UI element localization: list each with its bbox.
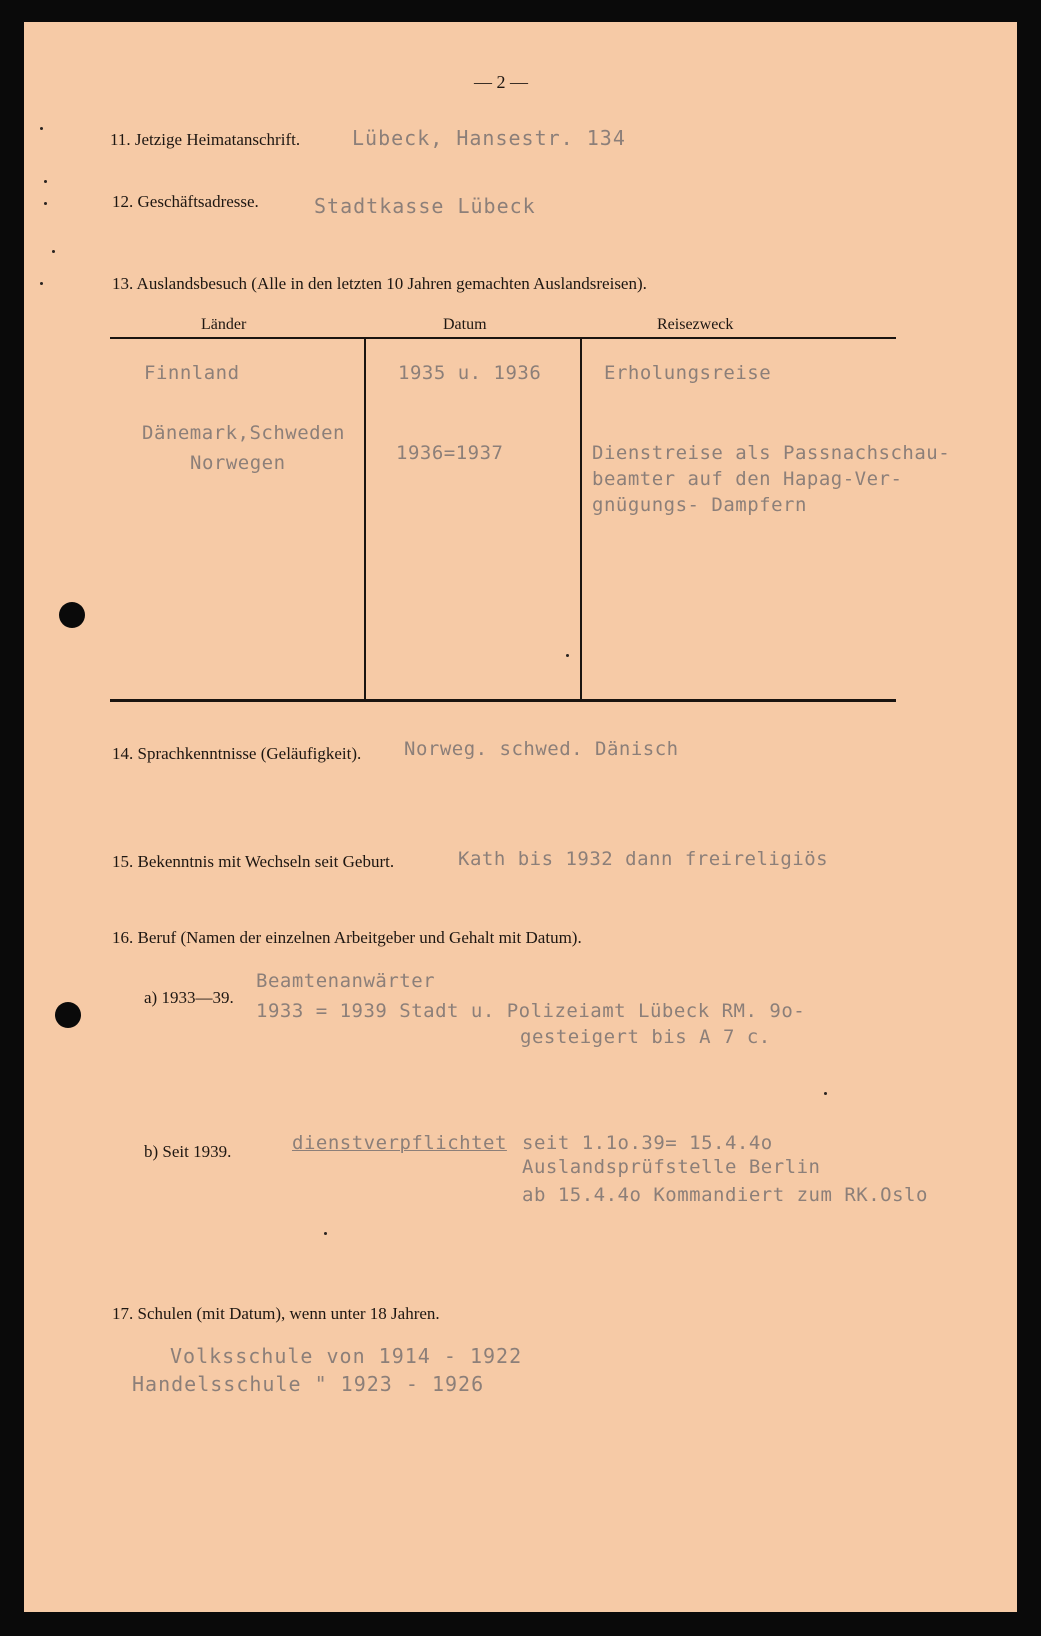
margin-speck bbox=[40, 282, 43, 285]
margin-speck bbox=[44, 180, 47, 183]
row2-country-line1: Dänemark,Schweden bbox=[142, 422, 345, 444]
q17-label: 17. Schulen (mit Datum), wenn unter 18 Jahren. bbox=[112, 1304, 440, 1323]
row1-date: 1935 u. 1936 bbox=[398, 362, 542, 384]
q12-label: 12. Geschäftsadresse. bbox=[112, 192, 259, 211]
table-bottom-rule bbox=[110, 699, 896, 702]
q16-label: 16. Beruf (Namen der einzelnen Arbeitgeber und Gehalt mit Datum). bbox=[112, 928, 582, 947]
q14-value: Norweg. schwed. Dänisch bbox=[404, 738, 679, 760]
q16a-line1: Beamtenanwärter bbox=[256, 970, 436, 992]
row2-purpose-line2: beamter auf den Hapag-Ver- bbox=[592, 468, 903, 490]
q16b-line4: ab 15.4.4o Kommandiert zum RK.Oslo bbox=[522, 1184, 928, 1206]
q15-value: Kath bis 1932 dann freireligiös bbox=[458, 848, 829, 870]
table-divider-2 bbox=[580, 339, 582, 699]
th-reisezweck: Reisezweck bbox=[657, 316, 734, 333]
q14-label: 14. Sprachkenntnisse (Geläufigkeit). bbox=[112, 744, 362, 763]
q13-label: 13. Auslandsbesuch (Alle in den letzten 10 Jahren gemachten Auslandsreisen). bbox=[112, 274, 647, 293]
q15-label: 15. Bekenntnis mit Wechseln seit Geburt. bbox=[112, 852, 395, 871]
th-datum: Datum bbox=[443, 316, 487, 333]
row1-country: Finnland bbox=[144, 362, 240, 384]
table-divider-1 bbox=[364, 339, 366, 699]
row2-country-line2: Norwegen bbox=[190, 452, 286, 474]
margin-speck bbox=[44, 202, 47, 205]
q11-value: Lübeck, Hansestr. 134 bbox=[352, 126, 626, 150]
row2-purpose-line1: Dienstreise als Passnachschau- bbox=[592, 442, 951, 464]
margin-speck bbox=[52, 250, 55, 253]
punch-hole-bottom bbox=[55, 1002, 81, 1028]
punch-hole-top bbox=[59, 602, 85, 628]
margin-speck bbox=[566, 654, 569, 657]
margin-speck bbox=[40, 127, 43, 130]
q17-line2: Handelsschule " 1923 - 1926 bbox=[132, 1372, 485, 1396]
th-laender: Länder bbox=[201, 316, 247, 333]
margin-speck bbox=[824, 1092, 827, 1095]
q16a-line2: 1933 = 1939 Stadt u. Polizeiamt Lübeck RM. 9o- bbox=[256, 1000, 806, 1022]
q16a-label: a) 1933—39. bbox=[144, 988, 234, 1007]
q11-label: 11. Jetzige Heimatanschrift. bbox=[110, 130, 301, 149]
margin-speck bbox=[324, 1232, 327, 1235]
table-top-rule bbox=[110, 337, 896, 339]
row2-date: 1936=1937 bbox=[396, 442, 504, 464]
page-number: — 2 — bbox=[474, 72, 528, 92]
q16b-line3: Auslandsprüfstelle Berlin bbox=[522, 1156, 821, 1178]
q17-line1: Volksschule von 1914 - 1922 bbox=[170, 1344, 523, 1368]
document-page bbox=[24, 22, 1017, 1612]
q12-value: Stadtkasse Lübeck bbox=[314, 194, 536, 218]
row1-purpose: Erholungsreise bbox=[604, 362, 772, 384]
row2-purpose-line3: gnügungs- Dampfern bbox=[592, 494, 807, 516]
q16a-line3: gesteigert bis A 7 c. bbox=[520, 1026, 771, 1048]
q16b-line1: dienstverpflichtet bbox=[292, 1132, 507, 1154]
q16b-line2: seit 1.1o.39= 15.4.4o bbox=[522, 1132, 773, 1154]
q16b-label: b) Seit 1939. bbox=[144, 1142, 232, 1161]
